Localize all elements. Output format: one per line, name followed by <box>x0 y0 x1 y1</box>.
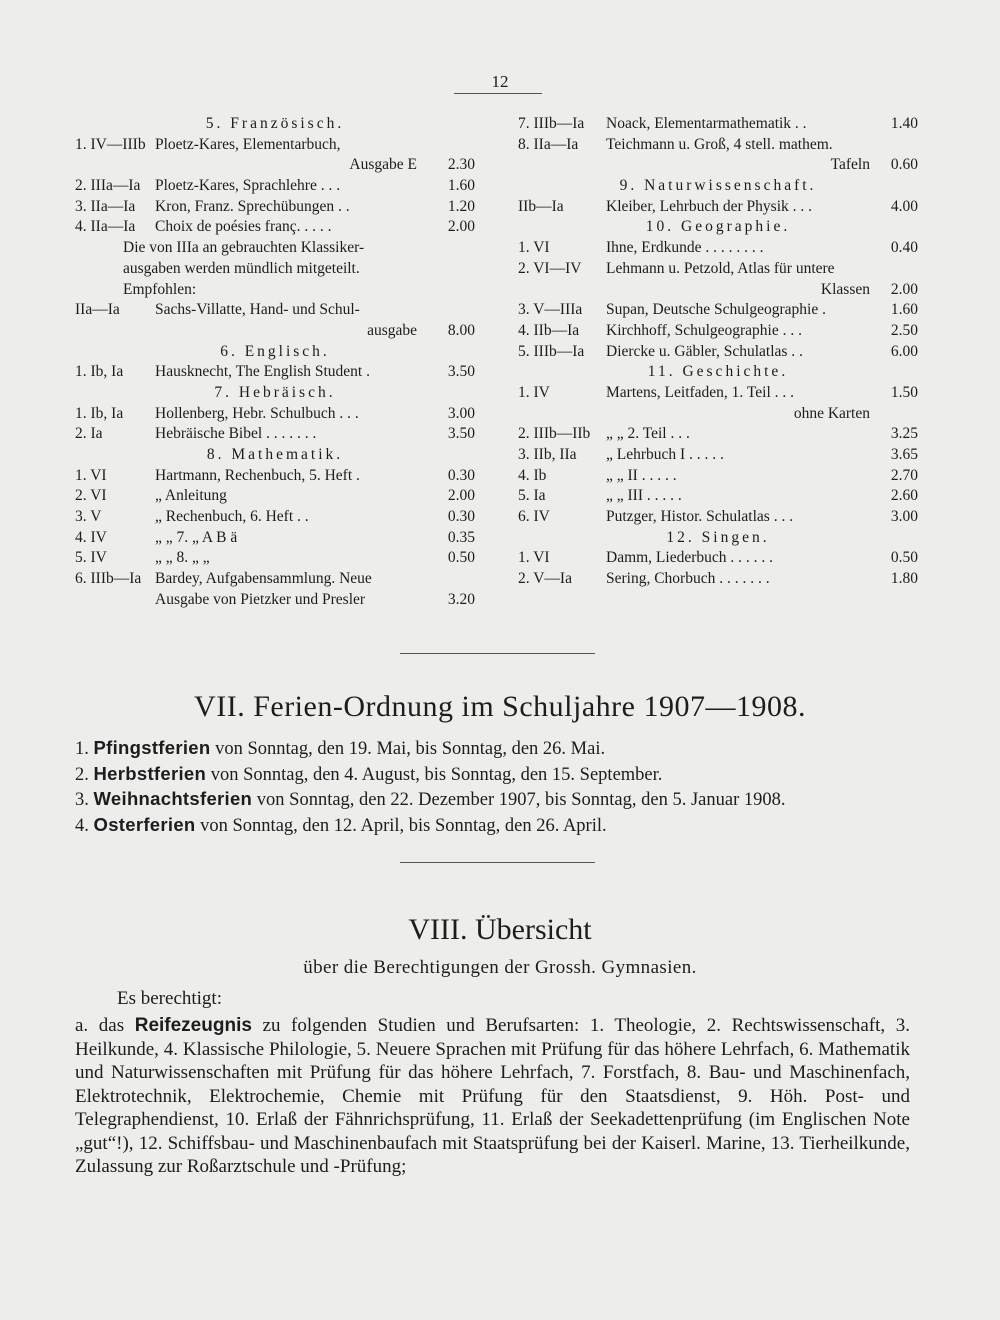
row-title: Tafeln <box>830 156 870 174</box>
row-price: 1.80 <box>890 570 918 588</box>
row-class-range: 2. Ia <box>75 425 103 443</box>
book-row <box>518 280 918 301</box>
book-row <box>518 300 918 321</box>
row-class-range: IIa—Ia <box>75 301 120 319</box>
book-row <box>518 155 918 176</box>
row-title: Choix de poésies franç. . . . . <box>155 218 332 236</box>
row-class-range: 8. IIa—Ia <box>518 135 579 153</box>
section8-title: VIII. Übersicht <box>408 913 592 946</box>
book-row <box>75 548 475 569</box>
book-row <box>75 238 475 259</box>
row-title: Kron, Franz. Sprechübungen . . <box>155 197 350 215</box>
book-row <box>75 528 475 549</box>
row-price: 0.35 <box>447 528 475 546</box>
row-price: 8.00 <box>447 321 475 339</box>
book-row <box>518 259 918 280</box>
row-price: 1.40 <box>890 115 918 132</box>
row-title: „ „ III . . . . . <box>606 487 682 505</box>
row-class-range: 5. Ia <box>518 487 546 505</box>
row-title: „ „ 7. „ A B ä <box>155 528 238 546</box>
row-title: ausgabe <box>367 321 417 339</box>
row-title: Supan, Deutsche Schulgeographie . <box>606 301 826 319</box>
row-price: 3.20 <box>447 590 475 608</box>
row-title: Diercke u. Gäbler, Schulatlas . . <box>606 342 803 360</box>
row-class-range: 3. IIb, IIa <box>518 446 577 463</box>
row-title: Empfohlen: <box>123 280 197 298</box>
row-class-range: 3. IIa—Ia <box>75 197 136 215</box>
row-title: Sering, Chorbuch . . . . . . . <box>606 570 770 588</box>
row-class-range: 1. VI <box>518 549 550 567</box>
book-row <box>518 238 918 259</box>
row-title: Hartmann, Rechenbuch, 5. Heft . <box>155 466 360 484</box>
row-price: 3.00 <box>890 508 918 526</box>
book-row <box>518 342 918 363</box>
book-row <box>75 466 475 487</box>
row-price: 0.50 <box>447 549 475 567</box>
left-book-column <box>75 114 475 611</box>
row-price: 1.60 <box>890 301 918 319</box>
row-title: Sachs-Villatte, Hand- und Schul- <box>155 301 360 319</box>
row-class-range: 7. IIIb—Ia <box>518 115 585 132</box>
row-price: 0.60 <box>890 156 918 174</box>
holiday-item: 4. Osterferien von Sonntag, den 12. April, bis Sonntag, den 26. April. <box>75 813 607 836</box>
row-price: 0.30 <box>447 466 475 484</box>
book-row <box>75 259 475 280</box>
section8-paragraph: a. das Reifezeugnis zu folgenden Studien und Berufsarten: 1. Theologie, 2. Rechtswissenschaft, 3. Heilkunde, 4. Klassische Philologie, 5. Neuere Sprachen mit Prüfung für das höhere Lehrfach, 6. Mathematik und Naturwissenschaften mit Prüfung für das höhere Lehrfach, 7. Forstfach, 8. Bau- und Maschinenfach, Elektrotechnik, Elektrochemie, Chemie mit Prüfung für den Staatsdienst, 9. Höh. Post- und Telegraphendienst, 10. Erlaß der Fähnrichsprüfung, 11. Erlaß der Seekadettenprüfung (im Englischen Note „gut“!), 12. Schiffsbau- und Maschinenbaufach mit Staatsprüfung bei der Kaiserl. Marine, 13. Tierheilkunde, Zulassung zur Roßarztschule und -Prüfung; <box>75 1015 911 1177</box>
section7-title: VII. Ferien-Ordnung im Schuljahre 1907—1908. <box>194 690 806 723</box>
row-price: 2.70 <box>890 466 918 484</box>
book-row <box>518 445 918 466</box>
subject-heading: 5. Französisch. <box>205 115 345 132</box>
book-row <box>518 548 918 569</box>
book-row <box>75 404 475 425</box>
row-title: Hebräische Bibel . . . . . . . <box>155 425 317 443</box>
book-row <box>75 424 475 445</box>
row-class-range: 2. VI <box>75 487 107 505</box>
row-class-range: 1. Ib, Ia <box>75 363 124 381</box>
book-row <box>75 362 475 383</box>
row-class-range: IIb—Ia <box>518 197 564 215</box>
book-row <box>75 197 475 218</box>
row-title: „ Rechenbuch, 6. Heft . . <box>155 508 309 526</box>
holiday-item: 1. Pfingstferien von Sonntag, den 19. Mai, bis Sonntag, den 26. Mai. <box>75 737 606 759</box>
right-book-column <box>518 114 918 590</box>
book-row <box>518 321 918 342</box>
row-class-range: 4. IIb—Ia <box>518 321 580 339</box>
row-price: 3.50 <box>447 425 475 443</box>
subject-heading: 10. Geographie. <box>645 218 791 236</box>
row-price: 3.50 <box>447 363 475 381</box>
book-row <box>518 466 918 487</box>
book-row <box>518 569 918 590</box>
row-title: Ploetz-Kares, Elementarbuch, <box>155 135 341 153</box>
page-number-underline <box>454 93 542 94</box>
subject-heading: 8. Mathematik. <box>206 446 344 463</box>
row-price: 1.20 <box>447 197 475 215</box>
row-title: „ „ 8. „ „ <box>155 549 210 567</box>
row-class-range: 6. IV <box>518 508 550 526</box>
book-row <box>75 155 475 176</box>
book-row <box>518 197 918 218</box>
row-price: 2.50 <box>890 321 918 339</box>
row-class-range: 4. Ib <box>518 466 547 484</box>
row-class-range: 1. VI <box>75 466 107 484</box>
row-title: Ploetz-Kares, Sprachlehre . . . <box>155 177 341 195</box>
row-price: 6.00 <box>890 342 918 360</box>
row-title: Hausknecht, The English Student . <box>155 363 370 381</box>
row-class-range: 2. V—Ia <box>518 570 572 588</box>
row-title: Martens, Leitfaden, 1. Teil . . . <box>606 383 795 401</box>
subject-heading: 9. Naturwissenschaft. <box>619 177 817 195</box>
row-class-range: 2. IIIa—Ia <box>75 177 141 195</box>
book-row <box>75 135 475 156</box>
row-class-range: 3. V <box>75 508 102 526</box>
row-title: Hollenberg, Hebr. Schulbuch . . . <box>155 404 359 422</box>
row-class-range: 1. IV <box>518 383 550 401</box>
subject-heading: 12. Singen. <box>666 528 770 546</box>
row-title: Klassen <box>820 280 870 298</box>
row-price: 3.25 <box>890 425 918 443</box>
row-class-range: 6. IIIb—Ia <box>75 570 142 588</box>
row-class-range: 4. IV <box>75 528 107 546</box>
row-title: Ausgabe E <box>349 156 417 174</box>
row-price: 2.30 <box>447 156 475 174</box>
row-title: „ „ II . . . . . <box>606 466 677 484</box>
section-divider <box>400 653 595 654</box>
row-title: „ Lehrbuch I . . . . . <box>606 446 724 463</box>
book-row <box>518 424 918 445</box>
row-title: ohne Karten <box>793 404 870 422</box>
row-title: Damm, Liederbuch . . . . . . <box>606 549 774 567</box>
row-class-range: 4. IIa—Ia <box>75 218 136 236</box>
row-title: Kirchhoff, Schulgeographie . . . <box>606 321 802 339</box>
book-row <box>75 176 475 197</box>
holiday-item: 2. Herbstferien von Sonntag, den 4. August, bis Sonntag, den 15. September. <box>75 762 663 785</box>
row-title: Kleiber, Lehrbuch der Physik . . . <box>606 197 812 215</box>
row-class-range: 1. IV—IIIb <box>75 135 146 153</box>
row-title: Bardey, Aufgabensammlung. Neue <box>155 570 372 588</box>
row-class-range: 5. IIIb—Ia <box>518 342 585 360</box>
row-class-range: 5. IV <box>75 549 107 567</box>
holiday-item: 3. Weihnachtsferien von Sonntag, den 22. Dezember 1907, bis Sonntag, den 5. Januar 1908. <box>75 788 786 810</box>
book-row <box>518 135 918 156</box>
row-price: 0.50 <box>890 549 918 567</box>
row-title: „ Anleitung <box>155 487 227 505</box>
row-title: Noack, Elementarmathematik . . <box>606 115 807 132</box>
row-price: 2.60 <box>890 487 918 505</box>
row-class-range: 1. Ib, Ia <box>75 404 124 422</box>
row-price: 3.00 <box>447 404 475 422</box>
row-price: 1.50 <box>890 383 918 401</box>
row-title: Ausgabe von Pietzker und Presler <box>155 590 366 608</box>
book-row <box>75 590 475 611</box>
book-row <box>75 321 475 342</box>
book-row <box>518 507 918 528</box>
subject-heading: 6. Englisch. <box>220 342 330 360</box>
row-class-range: 2. IIIb—IIb <box>518 425 591 443</box>
book-row <box>75 486 475 507</box>
row-class-range: 1. VI <box>518 239 550 257</box>
book-row <box>518 383 918 404</box>
holiday-list <box>75 736 935 838</box>
book-row <box>75 280 475 301</box>
row-class-range: 2. VI—IV <box>518 259 582 277</box>
row-class-range: 3. V—IIIa <box>518 301 583 319</box>
row-price: 1.60 <box>447 177 475 195</box>
row-title: Putzger, Histor. Schulatlas . . . <box>606 508 794 526</box>
book-row <box>518 404 918 425</box>
row-price: 0.40 <box>890 239 918 257</box>
row-price: 3.65 <box>890 446 918 463</box>
subject-heading: 11. Geschichte. <box>647 363 789 381</box>
row-price: 2.00 <box>890 280 918 298</box>
row-title: Die von IIIa an gebrauchten Klassiker- <box>123 239 365 257</box>
book-row <box>518 114 918 135</box>
book-row <box>75 507 475 528</box>
row-price: 0.30 <box>447 508 475 526</box>
row-price: 4.00 <box>890 197 918 215</box>
book-row <box>518 486 918 507</box>
page-number: 12 <box>491 72 509 91</box>
section8-intro: Es berechtigt: <box>117 988 222 1009</box>
row-title: Lehmann u. Petzold, Atlas für untere <box>606 259 835 277</box>
row-title: Ihne, Erdkunde . . . . . . . . <box>606 239 764 257</box>
book-row <box>75 300 475 321</box>
row-title: ausgaben werden mündlich mitgeteilt. <box>123 259 360 277</box>
section-divider <box>400 862 595 863</box>
row-title: Teichmann u. Groß, 4 stell. mathem. <box>606 135 833 153</box>
book-row <box>75 569 475 590</box>
book-row <box>75 217 475 238</box>
row-title: „ „ 2. Teil . . . <box>606 425 690 443</box>
row-price: 2.00 <box>447 487 475 505</box>
section8-subtitle: über die Berechtigungen der Grossh. Gymnasien. <box>303 957 697 978</box>
row-price: 2.00 <box>447 218 475 236</box>
subject-heading: 7. Hebräisch. <box>214 383 336 401</box>
